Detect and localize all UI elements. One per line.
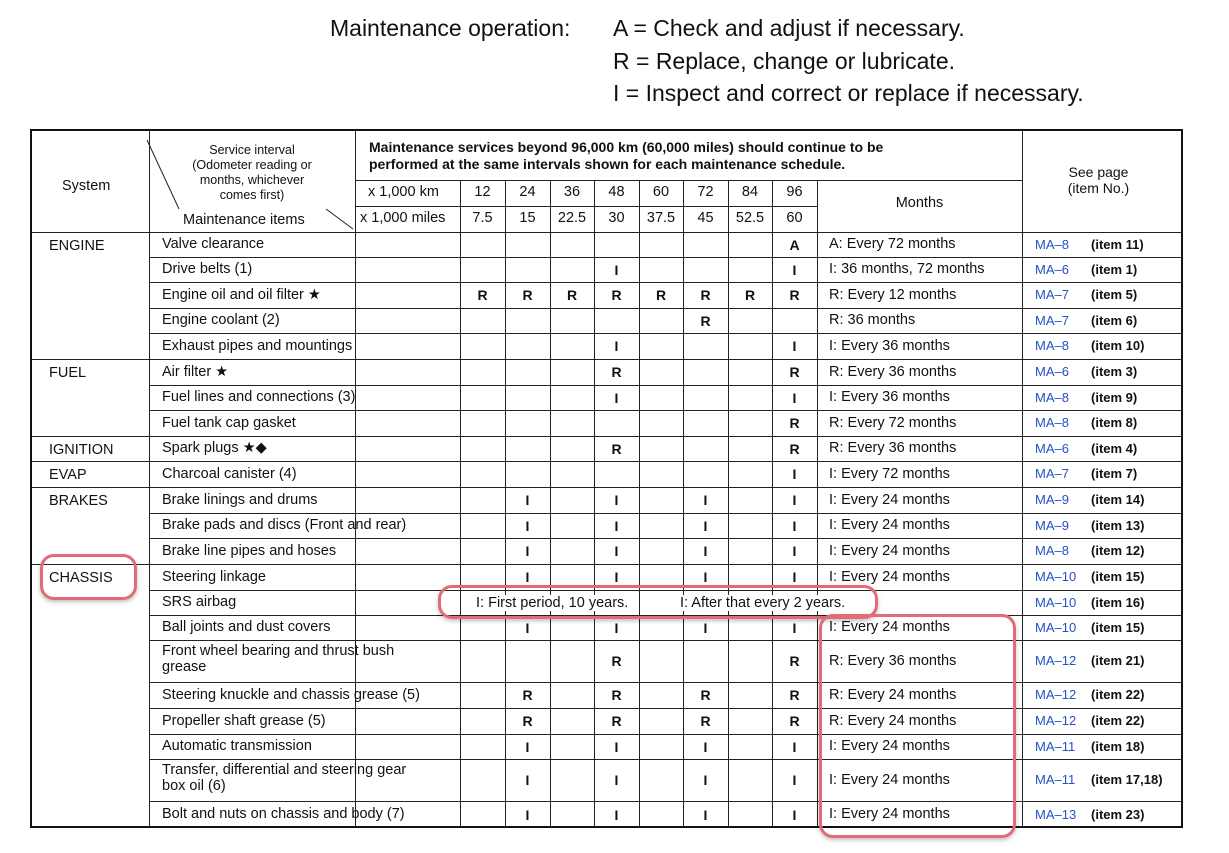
miles-interval: 37.5: [646, 210, 676, 226]
km-interval: 24: [519, 184, 536, 200]
interval-note: performed at the same intervals shown for each maintenance schedule.: [369, 156, 846, 172]
see-page-ref[interactable]: [1035, 237, 1170, 253]
operation-cell: I: [792, 738, 797, 755]
miles-interval: 15: [519, 210, 536, 226]
months-cell: R: Every 24 months: [829, 686, 957, 703]
operation-cell: I: [792, 261, 797, 278]
months-cell: R: Every 36 months: [829, 363, 957, 380]
operation-cell: I: [525, 772, 530, 788]
operation-cell: R: [566, 287, 578, 303]
page-ref-link[interactable]: MA–9: [1035, 517, 1069, 533]
item-number: (item 3): [1091, 364, 1138, 379]
grid-hline: [149, 734, 1181, 735]
see-page-ref[interactable]: [1035, 713, 1170, 729]
grid-hline: [149, 385, 1181, 386]
chassis-months-highlight: [819, 614, 1016, 838]
grid-hline: [149, 801, 1181, 802]
grid-vline: [728, 180, 729, 826]
item-number: (item 6): [1091, 312, 1138, 328]
maintenance-items-header: Maintenance items: [183, 212, 305, 228]
item-number: (item 12): [1091, 543, 1145, 558]
item-number: (item 22): [1091, 687, 1145, 702]
legend-label: Maintenance operation:: [330, 15, 571, 41]
page-ref-link[interactable]: MA–8: [1035, 415, 1069, 430]
operation-cell: I: [614, 261, 619, 278]
operation-cell: R: [789, 287, 800, 303]
see-page-header: (item No.): [1067, 180, 1130, 196]
maintenance-item: Spark plugs ★◆: [162, 440, 267, 456]
maintenance-item: Brake linings and drums: [162, 491, 318, 508]
operation-cell: R: [522, 687, 533, 703]
operation-cell: I: [792, 389, 797, 406]
system-label-engine: ENGINE: [49, 238, 105, 254]
operation-cell: I: [614, 338, 619, 354]
operation-cell: I: [525, 492, 530, 508]
page-ref-link[interactable]: MA–6: [1035, 440, 1069, 456]
maintenance-item: grease: [162, 659, 207, 675]
page-ref-link[interactable]: MA–11: [1035, 738, 1076, 754]
maintenance-item: Brake line pipes and hoses: [162, 542, 337, 559]
see-page-ref[interactable]: [1035, 620, 1170, 636]
see-page-ref[interactable]: [1035, 287, 1170, 303]
page-ref-link[interactable]: MA–10: [1035, 619, 1077, 635]
operation-cell: I: [792, 806, 797, 823]
see-page-ref[interactable]: [1035, 441, 1170, 457]
see-page-ref[interactable]: [1035, 518, 1170, 534]
grid-hline: [32, 436, 1181, 437]
grid-vline: [355, 131, 356, 826]
months-header: Months: [895, 195, 944, 211]
service-interval-label: comes first): [219, 188, 285, 202]
km-interval: 12: [474, 184, 491, 200]
see-page-ref[interactable]: [1035, 390, 1170, 406]
see-page-ref[interactable]: [1035, 415, 1170, 431]
maintenance-item: Fuel tank cap gasket: [162, 414, 296, 431]
operation-cell: I: [703, 492, 708, 508]
operation-cell: I: [614, 517, 619, 534]
system-label-evap: EVAP: [49, 467, 87, 483]
page-ref-link[interactable]: MA–12: [1035, 653, 1077, 668]
months-cell: R: Every 72 months: [829, 414, 957, 431]
operation-cell: A: [789, 236, 800, 253]
system-label-ignition: IGNITION: [49, 442, 114, 458]
item-number: (item 1): [1091, 261, 1138, 277]
maintenance-item: Front wheel bearing and thrust bush: [162, 643, 395, 659]
operation-cell: I: [525, 738, 530, 755]
grid-hline: [32, 487, 1181, 488]
item-number: (item 4): [1091, 440, 1138, 456]
operation-cell: I: [614, 569, 619, 585]
operation-cell: I: [703, 772, 708, 788]
page-ref-link[interactable]: MA–9: [1035, 492, 1069, 507]
months-cell: I: Every 24 months: [829, 806, 950, 822]
maintenance-item: Bolt and nuts on chassis and body (7): [162, 806, 405, 822]
system-label-chassis: CHASSIS: [49, 570, 113, 586]
operation-cell: I: [614, 492, 619, 508]
item-number: (item 7): [1091, 466, 1138, 481]
grid-hline: [149, 759, 1181, 760]
maintenance-item: Brake pads and discs (Front and rear): [162, 517, 407, 533]
item-number: (item 15): [1091, 569, 1145, 584]
operation-cell: R: [700, 687, 711, 703]
item-number: (item 23): [1091, 806, 1145, 822]
legend-r: R = Replace, change or lubricate.: [613, 47, 956, 74]
operation-cell: I: [703, 517, 708, 534]
operation-cell: R: [611, 653, 622, 669]
km-interval: 48: [608, 184, 625, 200]
maintenance-item: Drive belts (1): [162, 261, 253, 277]
operation-cell: I: [792, 338, 797, 354]
maintenance-item: Steering linkage: [162, 568, 266, 585]
grid-vline: [639, 180, 640, 826]
operation-cell: I: [792, 492, 797, 508]
months-cell: I: Every 24 months: [829, 619, 950, 635]
see-page-ref[interactable]: [1035, 772, 1170, 788]
operation-cell: I: [792, 466, 797, 482]
miles-interval: 7.5: [472, 210, 493, 226]
see-page-ref[interactable]: [1035, 739, 1170, 755]
maintenance-item: Charcoal canister (4): [162, 465, 297, 482]
see-page-ref[interactable]: [1035, 569, 1170, 585]
page-ref-link[interactable]: MA–12: [1035, 713, 1077, 728]
months-cell: A: Every 72 months: [829, 236, 956, 252]
grid-hline: [149, 513, 1181, 514]
operation-cell: R: [700, 713, 711, 729]
item-number: (item 15): [1091, 619, 1145, 635]
item-number: (item 22): [1091, 713, 1145, 728]
grid-hline: [32, 564, 1181, 565]
months-cell: R: 36 months: [829, 312, 916, 328]
see-page-ref[interactable]: [1035, 492, 1170, 508]
page-ref-link[interactable]: MA–6: [1035, 364, 1069, 379]
see-page-ref[interactable]: [1035, 466, 1170, 482]
miles-interval: 52.5: [735, 210, 765, 226]
operation-cell: R: [700, 287, 711, 303]
operation-cell: I: [525, 543, 530, 559]
months-cell: I: Every 24 months: [829, 491, 950, 508]
page-ref-link[interactable]: MA–8: [1035, 543, 1069, 558]
page-ref-link[interactable]: MA–8: [1035, 389, 1069, 405]
page-ref-link[interactable]: MA–10: [1035, 569, 1077, 584]
grid-hline: [149, 257, 1181, 258]
maintenance-item: SRS airbag: [162, 594, 237, 610]
km-interval: 60: [652, 184, 670, 200]
see-page-header: See page: [1068, 164, 1129, 180]
maintenance-item: Exhaust pipes and mountings: [162, 337, 353, 354]
miles-interval: 22.5: [557, 210, 587, 226]
service-interval-label: months, whichever: [199, 173, 305, 187]
grid-vline: [149, 131, 150, 826]
months-cell: R: Every 36 months: [829, 440, 957, 456]
grid-vline: [1022, 131, 1023, 826]
maintenance-item: Automatic transmission: [162, 738, 312, 754]
item-number: (item 13): [1091, 517, 1145, 533]
maintenance-item: Air filter ★: [162, 363, 229, 380]
operation-cell: I: [703, 619, 708, 636]
item-number: (item 14): [1091, 492, 1145, 507]
months-cell: R: Every 12 months: [829, 286, 957, 303]
months-cell: R: Every 36 months: [829, 652, 957, 669]
item-number: (item 18): [1091, 738, 1145, 754]
operation-cell: R: [522, 287, 533, 303]
item-number: (item 16): [1091, 594, 1145, 610]
months-cell: I: Every 24 months: [829, 738, 950, 754]
operation-cell: I: [703, 806, 708, 823]
months-cell: I: Every 24 months: [829, 542, 950, 559]
months-cell: I: 36 months, 72 months: [829, 261, 985, 277]
operation-cell: R: [789, 415, 800, 431]
grid-hline: [149, 682, 1181, 683]
grid-hline: [149, 538, 1181, 539]
grid-hline: [149, 640, 1181, 641]
srs-airbag-highlight: [438, 585, 878, 619]
srs-after-period: I: After that every 2 years.: [680, 595, 846, 611]
operation-cell: R: [744, 287, 756, 303]
srs-first-period: I: First period, 10 years.: [476, 595, 629, 611]
operation-cell: I: [525, 806, 530, 823]
maintenance-item: Ball joints and dust covers: [162, 619, 331, 635]
item-number: (item 5): [1091, 287, 1138, 302]
operation-cell: I: [792, 619, 797, 636]
operation-cell: I: [525, 619, 530, 636]
operation-cell: I: [614, 619, 619, 636]
maintenance-item: box oil (6): [162, 778, 226, 794]
grid-hline: [149, 333, 1181, 334]
maintenance-item: Steering knuckle and chassis grease (5): [162, 686, 420, 703]
operation-cell: I: [614, 806, 619, 823]
service-interval-label: (Odometer reading or: [192, 158, 312, 172]
see-page-ref[interactable]: [1035, 338, 1170, 354]
operation-cell: R: [789, 687, 800, 703]
km-interval: 96: [786, 184, 803, 200]
interval-note: Maintenance services beyond 96,000 km (60,000 miles) should continue to be: [369, 139, 884, 155]
see-page-ref[interactable]: [1035, 595, 1170, 611]
maintenance-item: Transfer, differential and steering gear: [162, 762, 407, 778]
maintenance-item: Propeller shaft grease (5): [162, 712, 326, 729]
operation-cell: R: [655, 287, 667, 303]
miles-interval: 45: [697, 210, 714, 226]
system-label-brakes: BRAKES: [49, 493, 108, 509]
item-number: (item 9): [1091, 389, 1138, 405]
operation-cell: R: [477, 287, 488, 303]
service-interval-label: Service interval: [209, 143, 295, 157]
page-ref-link[interactable]: MA–6: [1035, 261, 1069, 277]
months-cell: I: Every 24 months: [829, 771, 950, 788]
km-label: x 1,000 km: [368, 184, 439, 200]
grid-vline: [460, 180, 461, 826]
maintenance-item: Valve clearance: [162, 236, 265, 252]
operation-cell: I: [525, 517, 530, 534]
operation-cell: R: [700, 312, 711, 329]
item-number: (item 11): [1091, 236, 1144, 252]
grid-hline: [32, 359, 1181, 360]
grid-hline: [355, 206, 817, 207]
system-header: System: [62, 178, 111, 194]
months-cell: I: Every 36 months: [829, 337, 950, 354]
page-ref-link[interactable]: MA–10: [1035, 594, 1077, 610]
item-number: (item 10): [1091, 338, 1145, 353]
operation-cell: I: [703, 738, 708, 755]
page-ref-link[interactable]: MA–8: [1035, 338, 1069, 353]
chassis-highlight: [40, 554, 137, 600]
months-cell: I: Every 36 months: [829, 389, 950, 405]
maintenance-item: Fuel lines and connections (3): [162, 389, 356, 405]
km-interval: 84: [741, 184, 759, 200]
operation-cell: I: [792, 772, 797, 788]
see-page-ref[interactable]: [1035, 687, 1170, 703]
months-cell: R: Every 24 months: [829, 712, 957, 729]
see-page-ref[interactable]: [1035, 262, 1170, 278]
operation-cell: I: [703, 543, 708, 559]
see-page-ref[interactable]: [1035, 543, 1170, 559]
operation-cell: I: [792, 569, 797, 585]
km-interval: 36: [563, 184, 581, 200]
grid-vline: [550, 180, 551, 826]
miles-label: x 1,000 miles: [360, 210, 446, 226]
page-ref-link[interactable]: MA–13: [1035, 806, 1077, 822]
legend-i: I = Inspect and correct or replace if necessary.: [613, 80, 1084, 106]
km-interval: 72: [697, 184, 714, 200]
operation-cell: R: [611, 440, 622, 457]
months-cell: I: Every 24 months: [829, 517, 950, 533]
months-cell: I: Every 24 months: [829, 568, 950, 585]
grid-hline: [355, 180, 1022, 181]
grid-vline: [817, 180, 818, 826]
maintenance-item: Engine oil and oil filter ★: [162, 286, 321, 303]
system-label-fuel: FUEL: [49, 365, 87, 381]
miles-interval: 30: [608, 210, 625, 226]
operation-cell: I: [703, 569, 708, 585]
operation-cell: I: [525, 569, 530, 585]
grid-hline: [149, 308, 1181, 309]
operation-cell: R: [789, 653, 800, 669]
grid-hline: [149, 708, 1181, 709]
page-ref-link[interactable]: MA–11: [1035, 772, 1076, 787]
grid-hline: [149, 282, 1181, 283]
page-ref-link[interactable]: MA–8: [1035, 236, 1069, 252]
operation-cell: R: [611, 687, 622, 703]
operation-cell: I: [614, 738, 619, 755]
grid-hline: [149, 410, 1181, 411]
operation-cell: R: [522, 713, 533, 729]
operation-cell: R: [611, 713, 622, 729]
months-cell: I: Every 72 months: [829, 465, 950, 482]
operation-cell: I: [614, 389, 619, 406]
miles-interval: 60: [786, 210, 803, 226]
item-number: (item 17,18): [1091, 772, 1163, 787]
grid-hline: [32, 232, 1181, 233]
page-ref-link[interactable]: MA–7: [1035, 312, 1069, 328]
operation-cell: I: [614, 543, 619, 559]
operation-cell: R: [611, 287, 622, 303]
page-ref-link[interactable]: MA–12: [1035, 687, 1077, 702]
operation-cell: R: [789, 440, 800, 457]
legend-a: A = Check and adjust if necessary.: [613, 15, 965, 41]
see-page-ref[interactable]: [1035, 313, 1170, 329]
maintenance-item: Engine coolant (2): [162, 312, 280, 328]
operation-cell: I: [614, 772, 619, 788]
see-page-ref[interactable]: [1035, 807, 1170, 823]
item-number: (item 8): [1091, 415, 1138, 430]
grid-hline: [32, 461, 1181, 462]
see-page-ref[interactable]: [1035, 364, 1170, 380]
operation-cell: R: [789, 364, 800, 380]
page-ref-link[interactable]: MA–7: [1035, 287, 1069, 302]
see-page-ref[interactable]: [1035, 653, 1170, 669]
operation-cell: I: [792, 517, 797, 534]
page-ref-link[interactable]: MA–7: [1035, 466, 1069, 481]
operation-cell: R: [789, 713, 800, 729]
operation-cell: R: [611, 364, 622, 380]
item-number: (item 21): [1091, 653, 1145, 668]
operation-cell: I: [792, 543, 797, 559]
